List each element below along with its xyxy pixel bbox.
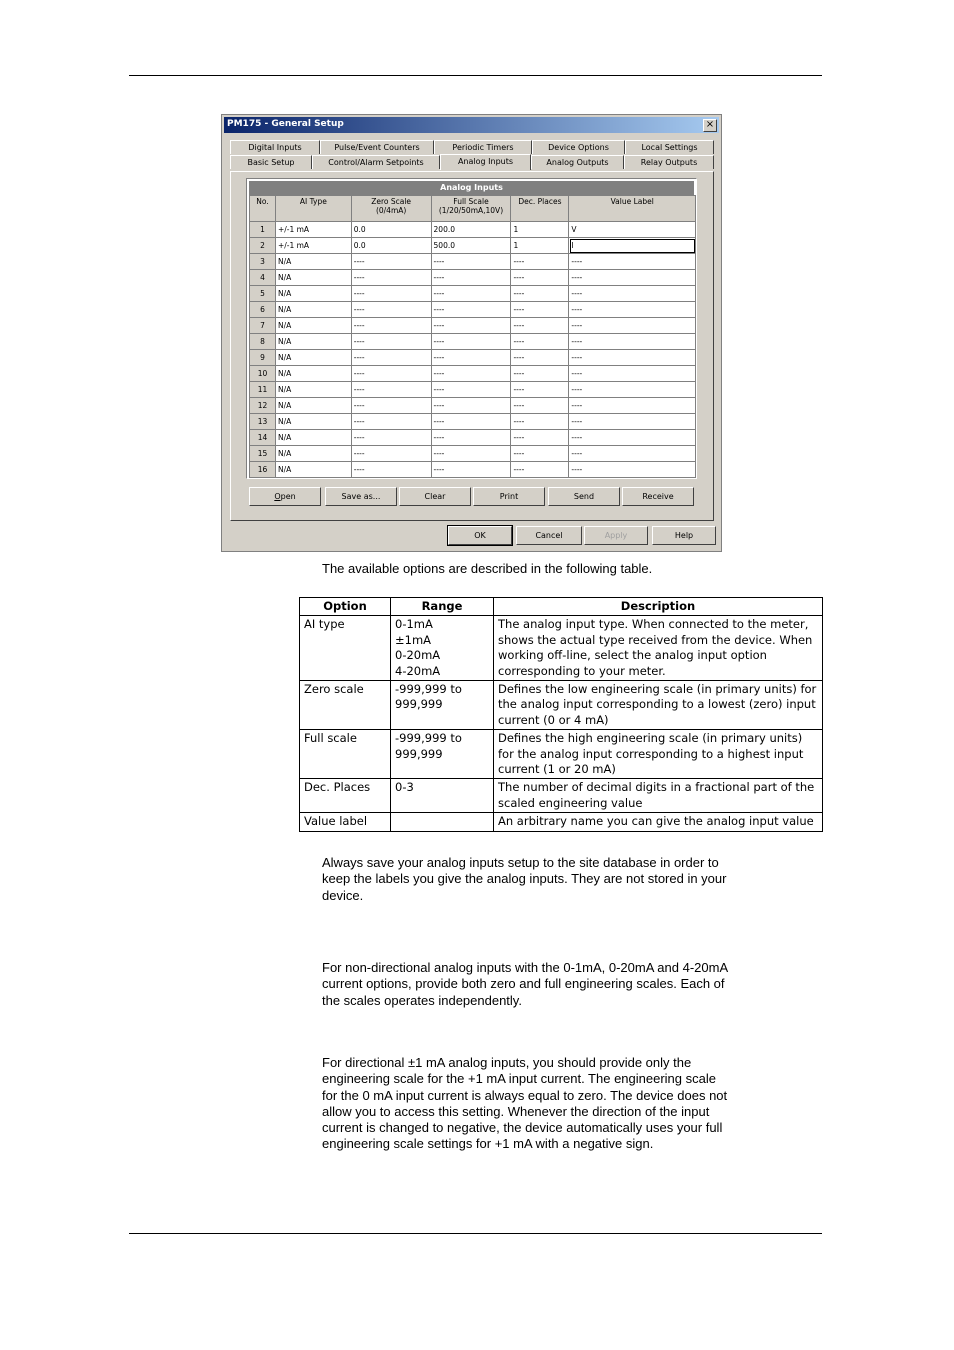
option-range: -999,999 to 999,999 bbox=[391, 730, 494, 779]
grid-row-number: 9 bbox=[250, 350, 276, 366]
grid-cell[interactable]: ---- bbox=[431, 254, 511, 270]
grid-cell[interactable]: ---- bbox=[569, 302, 696, 318]
options-table bbox=[299, 597, 823, 832]
grid-row-number: 13 bbox=[250, 414, 276, 430]
grid-cell[interactable]: ---- bbox=[511, 318, 569, 334]
grid-row-number: 14 bbox=[250, 430, 276, 446]
option-description: The number of decimal digits in a fractional part of the scaled engineering value bbox=[494, 779, 823, 813]
option-name: Value label bbox=[300, 813, 391, 831]
option-range: -999,999 to 999,999 bbox=[391, 681, 494, 730]
grid-cell[interactable]: ---- bbox=[351, 398, 431, 414]
tab-control-alarm-setpoints[interactable]: Control/Alarm Setpoints bbox=[312, 155, 440, 169]
grid-cell[interactable]: N/A bbox=[275, 334, 351, 350]
grid-row-number: 10 bbox=[250, 366, 276, 382]
grid-row-number: 1 bbox=[250, 222, 276, 238]
grid-row bbox=[250, 414, 696, 430]
grid-row bbox=[250, 222, 696, 238]
grid-cell[interactable]: ---- bbox=[431, 446, 511, 462]
grid-cell[interactable]: ---- bbox=[431, 334, 511, 350]
grid-row bbox=[250, 430, 696, 446]
tab-local-settings[interactable]: Local Settings bbox=[625, 140, 714, 154]
grid-header-cell: Dec. Places bbox=[511, 196, 569, 222]
grid-cell[interactable]: ---- bbox=[511, 398, 569, 414]
option-range bbox=[391, 813, 494, 831]
options-row bbox=[300, 616, 823, 681]
print-button[interactable]: Print bbox=[473, 487, 545, 506]
analog-inputs-grid bbox=[246, 178, 697, 479]
grid-cell[interactable]: N/A bbox=[275, 462, 351, 478]
ok-button[interactable]: OK bbox=[448, 526, 512, 545]
options-body bbox=[300, 616, 823, 831]
grid-cell[interactable]: ---- bbox=[511, 254, 569, 270]
grid-cell[interactable]: ---- bbox=[431, 430, 511, 446]
grid-cell[interactable]: ---- bbox=[569, 254, 696, 270]
grid-header-cell: No. bbox=[250, 196, 276, 222]
grid-cell[interactable]: ---- bbox=[351, 302, 431, 318]
grid-row-number: 4 bbox=[250, 270, 276, 286]
options-header-row bbox=[300, 598, 823, 616]
tab-digital-inputs[interactable]: Digital Inputs bbox=[230, 140, 320, 154]
option-description: An arbitrary name you can give the analog input value bbox=[494, 813, 823, 831]
grid-cell[interactable]: N/A bbox=[275, 270, 351, 286]
grid-cell[interactable]: 1 bbox=[511, 222, 569, 238]
grid-row bbox=[250, 318, 696, 334]
save-note: Always save your analog inputs setup to the site database in order to keep the labels you give the analog inputs. They are not stored in your device. bbox=[322, 855, 727, 903]
grid-cell[interactable]: ---- bbox=[569, 318, 696, 334]
grid-cell[interactable]: ---- bbox=[511, 430, 569, 446]
grid-cell[interactable]: 0.0 bbox=[351, 222, 431, 238]
send-button[interactable]: Send bbox=[548, 487, 620, 506]
grid-cell[interactable]: ---- bbox=[511, 270, 569, 286]
grid-cell[interactable]: ---- bbox=[431, 318, 511, 334]
grid-cell[interactable]: N/A bbox=[275, 414, 351, 430]
grid-cell[interactable]: N/A bbox=[275, 398, 351, 414]
grid-cell[interactable]: ---- bbox=[569, 382, 696, 398]
directional-note: For directional ±1 mA analog inputs, you should provide only the engineering scale for the +1 mA input current. The engineering scale for the 0 mA input current is always equal to zero. The device does not allow you to access this setting. Whenever the direction of the input current is changed to negative, the device automatically uses your full engineering scale settings for +1 mA with a negative sign. bbox=[322, 1055, 728, 1152]
grid-row bbox=[250, 302, 696, 318]
grid-cell[interactable]: 200.0 bbox=[431, 222, 511, 238]
grid-cell[interactable]: ---- bbox=[431, 286, 511, 302]
grid-row-number: 7 bbox=[250, 318, 276, 334]
grid-cell[interactable]: ---- bbox=[569, 430, 696, 446]
tab-analog-inputs[interactable]: Analog Inputs bbox=[440, 154, 531, 170]
option-description: Defines the high engineering scale (in primary units) for the analog input corresponding to a highest input current (1 or 20 mA) bbox=[494, 730, 823, 779]
grid-body bbox=[250, 196, 696, 478]
dialog-title: PM175 - General Setup bbox=[227, 119, 344, 129]
header-range: Range bbox=[391, 598, 494, 616]
grid-row bbox=[250, 270, 696, 286]
grid-cell[interactable]: N/A bbox=[275, 302, 351, 318]
grid-row bbox=[250, 286, 696, 302]
grid-cell[interactable]: ---- bbox=[569, 462, 696, 478]
grid-header-cell: AI Type bbox=[275, 196, 351, 222]
grid-row bbox=[250, 366, 696, 382]
grid-cell[interactable]: ---- bbox=[351, 446, 431, 462]
non-directional-note: For non-directional analog inputs with the 0-1mA, 0-20mA and 4-20mA current options, provide both zero and full engineering scales. Each of the scales operates independently. bbox=[322, 960, 728, 1008]
receive-button[interactable]: Receive bbox=[622, 487, 694, 506]
open-button[interactable]: Open bbox=[249, 487, 321, 506]
title-bar bbox=[224, 117, 719, 133]
option-range: 0-1mA ±1mA 0-20mA 4-20mA bbox=[391, 616, 494, 681]
grid-row-number: 11 bbox=[250, 382, 276, 398]
grid-cell[interactable]: 500.0 bbox=[431, 238, 511, 254]
bottom-rule bbox=[129, 1233, 822, 1234]
tab-basic-setup[interactable]: Basic Setup bbox=[230, 155, 312, 169]
grid-cell[interactable]: ---- bbox=[351, 270, 431, 286]
grid-cell[interactable]: ---- bbox=[431, 398, 511, 414]
grid-cell[interactable]: ---- bbox=[511, 334, 569, 350]
grid-cell[interactable]: ---- bbox=[569, 366, 696, 382]
grid-row bbox=[250, 334, 696, 350]
tab-relay-outputs[interactable]: Relay Outputs bbox=[624, 155, 714, 169]
tab-analog-outputs[interactable]: Analog Outputs bbox=[531, 155, 624, 169]
grid-cell[interactable]: ---- bbox=[569, 350, 696, 366]
option-name: Zero scale bbox=[300, 681, 391, 730]
cancel-button[interactable]: Cancel bbox=[516, 526, 582, 545]
grid-cell[interactable]: ---- bbox=[351, 382, 431, 398]
grid-title: Analog Inputs bbox=[249, 181, 694, 195]
grid-cell[interactable]: ---- bbox=[351, 430, 431, 446]
grid-cell[interactable]: N/A bbox=[275, 446, 351, 462]
grid-cell[interactable]: +/-1 mA bbox=[275, 222, 351, 238]
grid-row-number: 12 bbox=[250, 398, 276, 414]
grid-cell[interactable]: ---- bbox=[351, 318, 431, 334]
grid-cell[interactable]: ---- bbox=[351, 414, 431, 430]
grid-cell[interactable]: ---- bbox=[351, 366, 431, 382]
grid-cell[interactable]: I bbox=[569, 238, 696, 254]
grid-row-number: 16 bbox=[250, 462, 276, 478]
grid-row bbox=[250, 350, 696, 366]
grid-cell[interactable]: ---- bbox=[351, 462, 431, 478]
header-description: Description bbox=[494, 598, 823, 616]
options-row bbox=[300, 730, 823, 779]
grid-cell[interactable]: N/A bbox=[275, 366, 351, 382]
grid-row bbox=[250, 382, 696, 398]
grid-cell[interactable]: ---- bbox=[511, 286, 569, 302]
option-name: Full scale bbox=[300, 730, 391, 779]
grid-cell[interactable]: ---- bbox=[511, 414, 569, 430]
grid-cell[interactable]: ---- bbox=[351, 286, 431, 302]
grid-cell[interactable]: ---- bbox=[431, 366, 511, 382]
grid-row-number: 8 bbox=[250, 334, 276, 350]
options-row bbox=[300, 779, 823, 813]
grid-cell[interactable]: ---- bbox=[569, 414, 696, 430]
grid-cell[interactable]: ---- bbox=[511, 302, 569, 318]
header-option: Option bbox=[300, 598, 391, 616]
grid-cell[interactable]: N/A bbox=[275, 318, 351, 334]
grid-cell[interactable]: ---- bbox=[431, 270, 511, 286]
grid-cell[interactable]: N/A bbox=[275, 286, 351, 302]
option-description: Defines the low engineering scale (in primary units) for the analog input corresponding to a lowest (zero) input current (0 or 4 mA) bbox=[494, 681, 823, 730]
grid-cell[interactable]: N/A bbox=[275, 382, 351, 398]
open-button-label: pen bbox=[280, 492, 296, 501]
grid-cell[interactable]: ---- bbox=[569, 286, 696, 302]
grid-row-number: 2 bbox=[250, 238, 276, 254]
grid-row-number: 3 bbox=[250, 254, 276, 270]
grid-header-cell: Value Label bbox=[569, 196, 696, 222]
grid-cell[interactable]: 1 bbox=[511, 238, 569, 254]
grid-cell[interactable]: ---- bbox=[431, 302, 511, 318]
grid-cell[interactable]: ---- bbox=[569, 446, 696, 462]
grid-cell[interactable]: N/A bbox=[275, 430, 351, 446]
grid-header-cell: Full Scale (1/20/50mA,10V) bbox=[431, 196, 511, 222]
grid-cell[interactable]: ---- bbox=[431, 414, 511, 430]
grid-row-number: 6 bbox=[250, 302, 276, 318]
option-description: The analog input type. When connected to the meter, shows the actual type received from the device. When working off-line, select the analog input option corresponding to your meter. bbox=[494, 616, 823, 681]
grid-cell[interactable]: +/-1 mA bbox=[275, 238, 351, 254]
grid-cell[interactable]: ---- bbox=[351, 254, 431, 270]
grid-cell[interactable]: N/A bbox=[275, 254, 351, 270]
grid-cell[interactable]: V bbox=[569, 222, 696, 238]
options-row bbox=[300, 813, 823, 831]
grid-cell[interactable]: ---- bbox=[511, 446, 569, 462]
grid-row bbox=[250, 398, 696, 414]
tab-periodic-timers[interactable]: Periodic Timers bbox=[434, 140, 532, 154]
grid-cell[interactable]: ---- bbox=[511, 366, 569, 382]
grid-cell[interactable]: N/A bbox=[275, 350, 351, 366]
close-icon[interactable]: × bbox=[703, 119, 717, 132]
grid-row-number: 5 bbox=[250, 286, 276, 302]
grid-cell[interactable]: ---- bbox=[511, 350, 569, 366]
grid-cell[interactable]: ---- bbox=[511, 382, 569, 398]
grid-cell[interactable]: ---- bbox=[431, 462, 511, 478]
grid-row bbox=[250, 254, 696, 270]
grid-cell[interactable]: ---- bbox=[351, 350, 431, 366]
top-rule bbox=[129, 75, 822, 76]
grid-header-row bbox=[250, 196, 696, 222]
grid-header-cell: Zero Scale (0/4mA) bbox=[351, 196, 431, 222]
grid-cell[interactable]: ---- bbox=[569, 270, 696, 286]
grid-cell[interactable]: ---- bbox=[569, 334, 696, 350]
grid-cell[interactable]: ---- bbox=[431, 382, 511, 398]
tab-pulse-event-counters[interactable]: Pulse/Event Counters bbox=[320, 140, 434, 154]
analog-inputs-table bbox=[249, 195, 696, 478]
save-as-button[interactable]: Save as... bbox=[325, 487, 397, 506]
intro-text: The available options are described in the following table. bbox=[322, 561, 653, 576]
grid-cell[interactable]: ---- bbox=[511, 462, 569, 478]
grid-cell[interactable]: ---- bbox=[351, 334, 431, 350]
clear-button[interactable]: Clear bbox=[399, 487, 471, 506]
option-range: 0-3 bbox=[391, 779, 494, 813]
option-name: AI type bbox=[300, 616, 391, 681]
grid-cell[interactable]: ---- bbox=[431, 350, 511, 366]
help-button[interactable]: Help bbox=[652, 526, 716, 545]
grid-row bbox=[250, 238, 696, 254]
tab-device-options[interactable]: Device Options bbox=[532, 140, 625, 154]
grid-cell[interactable]: ---- bbox=[569, 398, 696, 414]
grid-cell[interactable]: 0.0 bbox=[351, 238, 431, 254]
option-name: Dec. Places bbox=[300, 779, 391, 813]
apply-button[interactable]: Apply bbox=[584, 526, 648, 545]
grid-row-number: 15 bbox=[250, 446, 276, 462]
grid-row bbox=[250, 462, 696, 478]
grid-row bbox=[250, 446, 696, 462]
options-row bbox=[300, 681, 823, 730]
